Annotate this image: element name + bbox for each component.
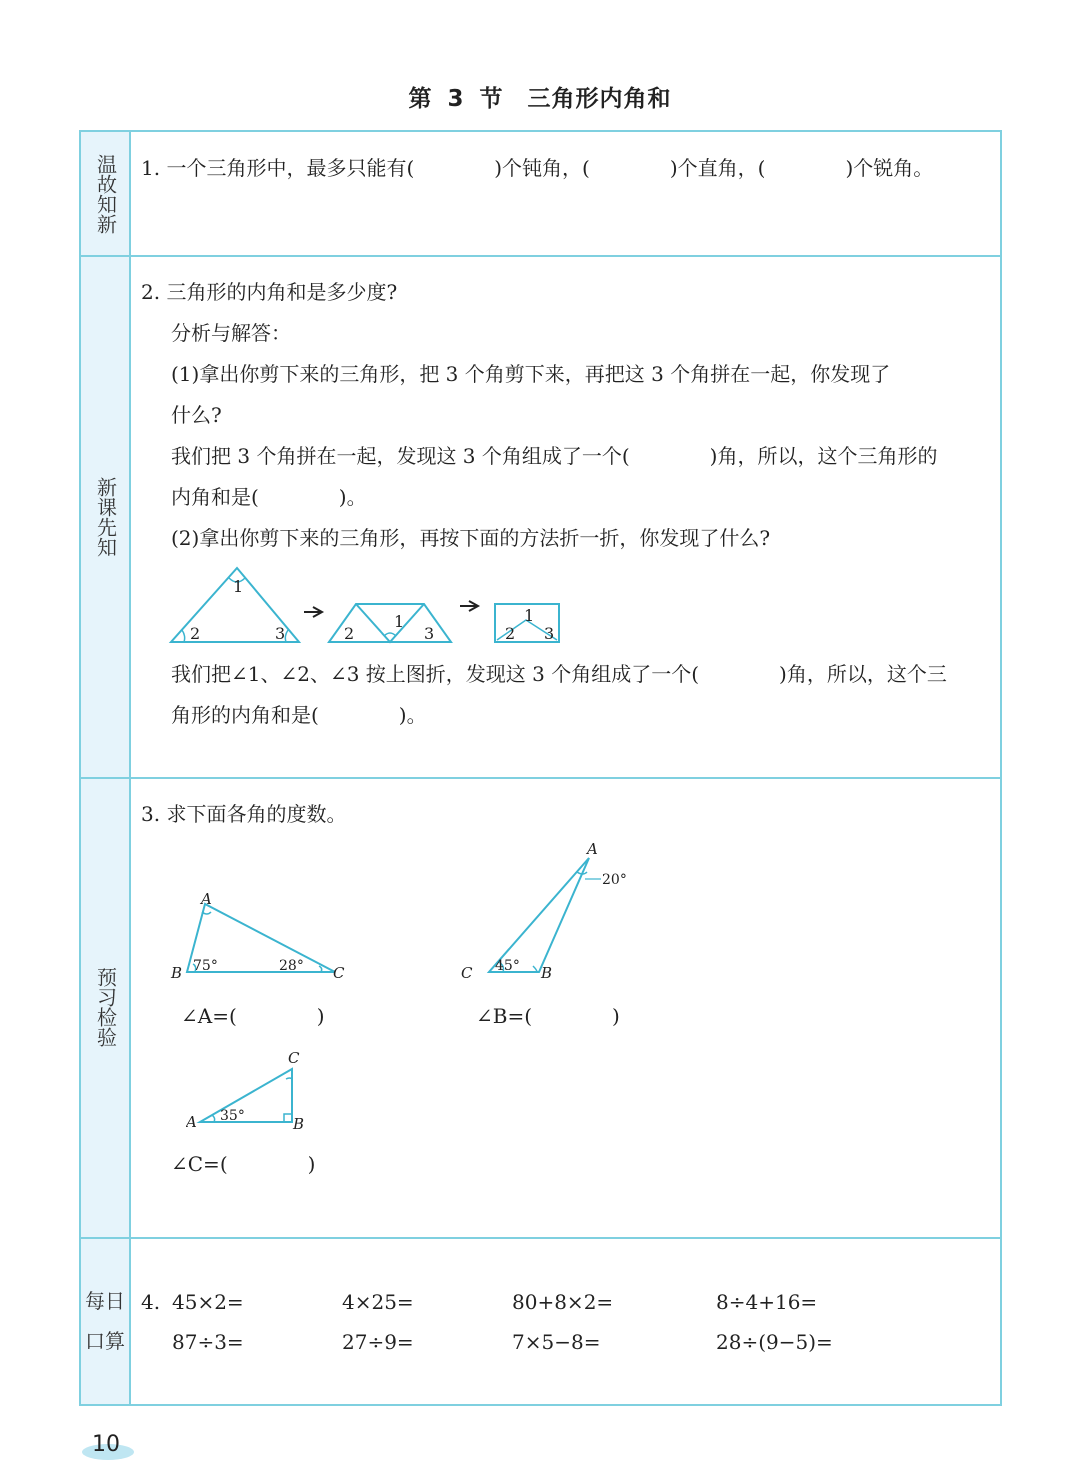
- vertex-label-b: B: [293, 1115, 305, 1133]
- calc-item: 45×2=: [172, 1290, 244, 1314]
- vertex-label-c: C: [288, 1049, 300, 1067]
- row-divider: [81, 777, 1000, 779]
- sidebar: [81, 132, 131, 1404]
- vertex-label-c: C: [333, 964, 345, 982]
- question-2-analysis: 分析与解答：: [171, 321, 291, 345]
- angle-value-a: 35°: [220, 1108, 245, 1124]
- fold-label-3: 3: [275, 624, 286, 643]
- arrow-icon: [304, 607, 322, 617]
- triangle-figure-1: [169, 890, 359, 990]
- question-2-p2-line2: 我们把∠1、∠2、∠3 按上图折，发现这 3 个角组成了一个( )角，所以，这个三: [171, 662, 947, 686]
- page-title: 第 3 节 三角形内角和: [408, 86, 672, 112]
- answer-angle-a: ∠A=( ): [181, 1004, 325, 1028]
- calc-item: 27÷9=: [342, 1330, 414, 1354]
- section-label-daily-calc-1: 每日: [85, 1289, 125, 1313]
- vertex-label-c: C: [461, 964, 473, 982]
- worksheet-frame: [79, 130, 1002, 1406]
- question-2-p2-line3: 角形的内角和是( )。: [171, 703, 427, 727]
- answer-angle-c: ∠C=( ): [171, 1152, 316, 1176]
- question-2-title: 2. 三角形的内角和是多少度?: [141, 280, 398, 304]
- page-number: [82, 1432, 134, 1460]
- triangle-figure-3: [186, 1047, 316, 1137]
- page-number-text: 10: [92, 1432, 120, 1457]
- fold-label-2: 2: [190, 624, 201, 643]
- triangle-figure-2: [459, 842, 659, 987]
- calc-item: 80+8×2=: [512, 1290, 614, 1314]
- question-2-p1-line2: 什么?: [171, 403, 222, 427]
- fold-label-1: 1: [233, 577, 244, 596]
- vertex-label-a: A: [201, 890, 212, 908]
- calc-item: 8÷4+16=: [716, 1290, 818, 1314]
- folding-diagram: [166, 564, 566, 646]
- calc-item: 87÷3=: [172, 1330, 244, 1354]
- calc-item: 4×25=: [342, 1290, 414, 1314]
- fold-label-2: 2: [505, 624, 516, 643]
- question-1: 1. 一个三角形中，最多只能有( )个钝角，( )个直角，( )个锐角。: [141, 156, 934, 180]
- question-2-p1-line4: 内角和是( )。: [171, 485, 367, 509]
- vertex-label-a: A: [186, 1113, 197, 1131]
- row-divider: [81, 255, 1000, 257]
- question-2-p2-line1: (2)拿出你剪下来的三角形，再按下面的方法折一折，你发现了什么?: [171, 526, 771, 550]
- vertex-label-a: A: [587, 842, 598, 858]
- fold-label-3: 3: [424, 624, 435, 643]
- calc-item: 28÷(9−5)=: [716, 1330, 833, 1354]
- fold-label-2: 2: [344, 624, 355, 643]
- question-2-p1-line1: (1)拿出你剪下来的三角形，把 3 个角剪下来，再把这 3 个角拼在一起，你发现了: [171, 362, 891, 386]
- question-3-title: 3. 求下面各角的度数。: [141, 802, 347, 826]
- section-label-preview-check: 预习检验: [93, 967, 118, 1047]
- question-4-label: 4.: [141, 1290, 161, 1314]
- angle-value-c: 28°: [279, 958, 304, 974]
- angle-value-b: 75°: [193, 958, 218, 974]
- section-label-daily-calc-2: 口算: [85, 1329, 125, 1353]
- question-2-p1-line3: 我们把 3 个角拼在一起，发现这 3 个角组成了一个( )角，所以，这个三角形的: [171, 444, 938, 468]
- row-divider: [81, 1237, 1000, 1239]
- angle-value-c: 45°: [495, 958, 520, 974]
- vertex-label-b: B: [171, 964, 183, 982]
- section-label-new-lesson: 新课先知: [93, 477, 118, 557]
- angle-value-a: 20°: [602, 872, 627, 888]
- fold-label-3: 3: [544, 624, 555, 643]
- fold-label-1: 1: [394, 612, 405, 631]
- arrow-icon: [460, 601, 478, 611]
- angle-arc-3: [285, 630, 288, 642]
- angle-arc-2: [182, 630, 185, 642]
- calc-item: 7×5−8=: [512, 1330, 601, 1354]
- section-label-review: 温故知新: [93, 154, 118, 234]
- answer-angle-b: ∠B=( ): [476, 1004, 620, 1028]
- fold-label-1: 1: [524, 606, 535, 625]
- vertex-label-b: B: [541, 964, 553, 982]
